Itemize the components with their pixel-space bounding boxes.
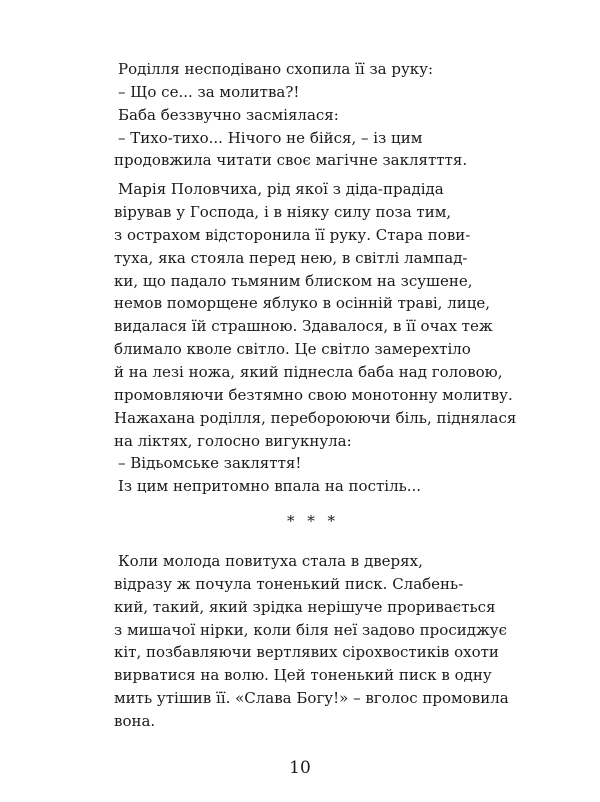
text-line: ки, що падало тьмяним блиском на зсушене, <box>114 271 473 290</box>
text-line: й на лезі ножа, який піднесла баба над головою, <box>114 362 503 381</box>
text-line: промовляючи безтямно свою монотонну молитву. <box>114 385 513 404</box>
text-line: блимало кволе світло. Це світло замерехтіло <box>114 340 471 359</box>
page-text <box>114 58 517 733</box>
section-separator: * * * <box>286 512 340 531</box>
text-line: Нажахана роділля, перебороюючи біль, піднялася <box>114 408 517 427</box>
text-line: – Відьомське закляття! <box>118 454 302 473</box>
text-line: Марія Половчиха, рід якої з діда-прадіда <box>118 180 444 199</box>
text-line: продовжила читати своє магічне заклятття. <box>114 151 468 170</box>
text-line: Коли молода повитуха стала в дверях, <box>118 552 423 571</box>
text-line: кіт, позбавляючи вертлявих сірохвостиків охоти <box>114 643 499 662</box>
page-number: 10 <box>289 758 311 778</box>
text-line: відразу ж почула тоненький писк. Слабень- <box>114 574 464 593</box>
text-line: немов поморщене яблуко в осінній траві, лице, <box>114 294 491 313</box>
text-line: на ліктях, голосно вигукнула: <box>114 431 352 450</box>
text-line: Баба беззвучно засміялася: <box>118 105 339 124</box>
text-line: – Що се... за молитва?! <box>118 82 300 101</box>
text-line: з острахом відсторонила її руку. Стара пови- <box>114 225 471 244</box>
text-line: мить утішив її. «Слава Богу!» – вголос промовила <box>114 689 509 708</box>
text-line: вірував у Господа, і в ніяку силу поза тим, <box>114 203 452 222</box>
text-line: з мишачої нірки, коли біля неї задово просиджує <box>114 620 507 639</box>
text-line: туха, яка стояла перед нею, в світлі лампад- <box>114 248 468 267</box>
text-line: вирватися на волю. Цей тоненький писк в одну <box>114 666 492 685</box>
text-line: Роділля несподівано схопила її за руку: <box>118 60 434 78</box>
text-line: Із цим непритомно впала на постіль... <box>118 477 422 496</box>
text-line: кий, такий, який зрідка нерішуче проривається <box>114 597 496 616</box>
text-line: – Тихо-тихо... Нічого не бійся, – із цим <box>118 128 423 147</box>
text-line: видалася їй страшною. Здавалося, в її очах теж <box>114 317 493 336</box>
text-line: вона. <box>114 711 156 730</box>
